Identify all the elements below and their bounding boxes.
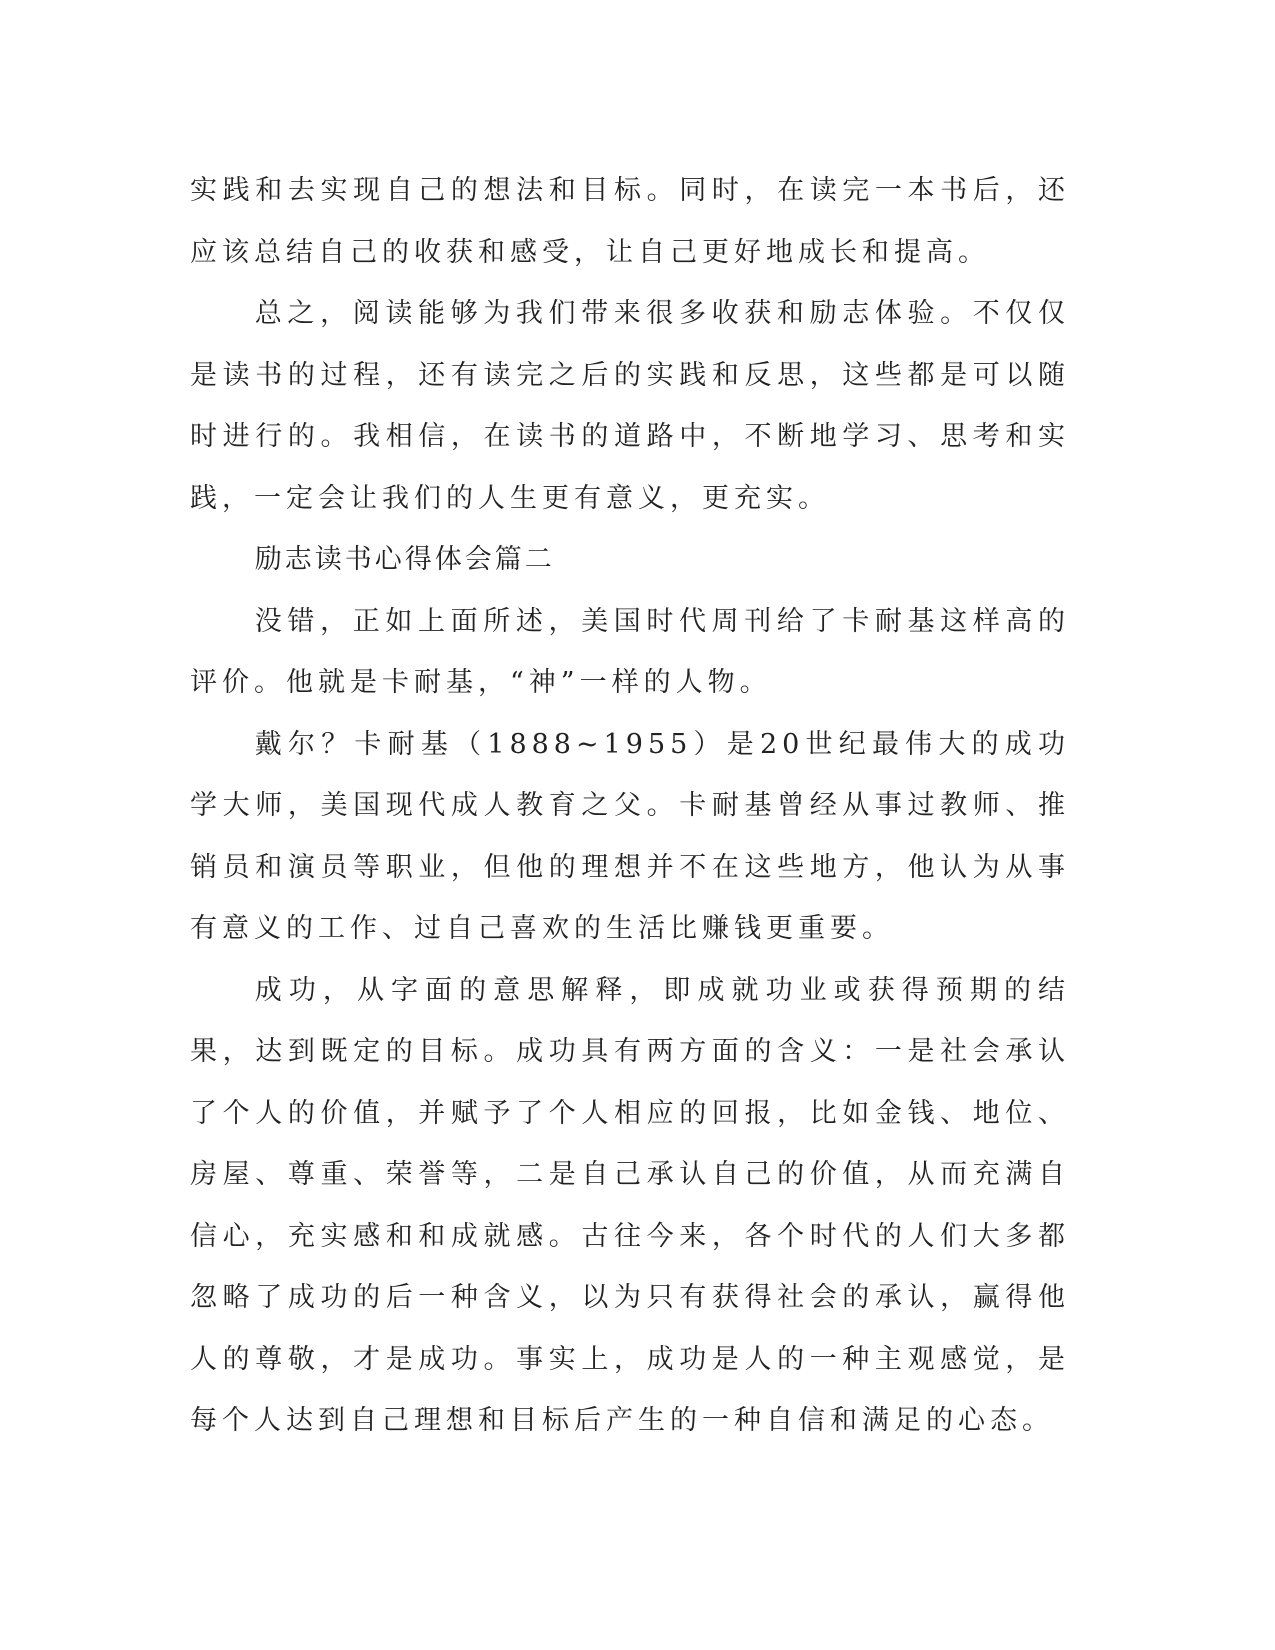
paragraph-continuation: 实践和去实现自己的想法和目标。同时，在读完一本书后，还应该总结自己的收获和感受，让自己更好地成长和提高。	[190, 175, 1070, 268]
paragraph-success-definition: 成功，从字面的意思解释，即成就功业或获得预期的结果，达到既定的目标。成功具有两方面的含义：一是社会承认了个人的价值，并赋予了个人相应的回报，比如金钱、地位、房屋、尊重、荣誉等，二是自己承认自己的价值，从而充满自信心，充实感和和成就感。古往今来，各个时代的人们大多都忽略了成功的后一种含义，以为只有获得社会的承认，赢得他人的尊敬，才是成功。事实上，成功是人的一种主观感觉，是每个人达到自己理想和目标后产生的一种自信和满足的心态。	[190, 974, 1070, 1436]
paragraph-time-magazine: 没错，正如上面所述，美国时代周刊给了卡耐基这样高的评价。他就是卡耐基，“神”一样的人物。	[190, 605, 1070, 698]
paragraph-carnegie-bio: 戴尔？卡耐基（1888~1955）是20世纪最伟大的成功学大师，美国现代成人教育之父。卡耐基曾经从事过教师、推销员和演员等职业，但他的理想并不在这些地方，他认为从事有意义的工作、过自己喜欢的生活比赚钱更重要。	[190, 728, 1070, 944]
document-body	[190, 160, 1070, 1452]
section-heading: 励志读书心得体会篇二	[254, 544, 555, 575]
paragraph-summary: 总之，阅读能够为我们带来很多收获和励志体验。不仅仅是读书的过程，还有读完之后的实践和反思，这些都是可以随时进行的。我相信，在读书的道路中，不断地学习、思考和实践，一定会让我们的人生更有意义，更充实。	[190, 298, 1070, 514]
